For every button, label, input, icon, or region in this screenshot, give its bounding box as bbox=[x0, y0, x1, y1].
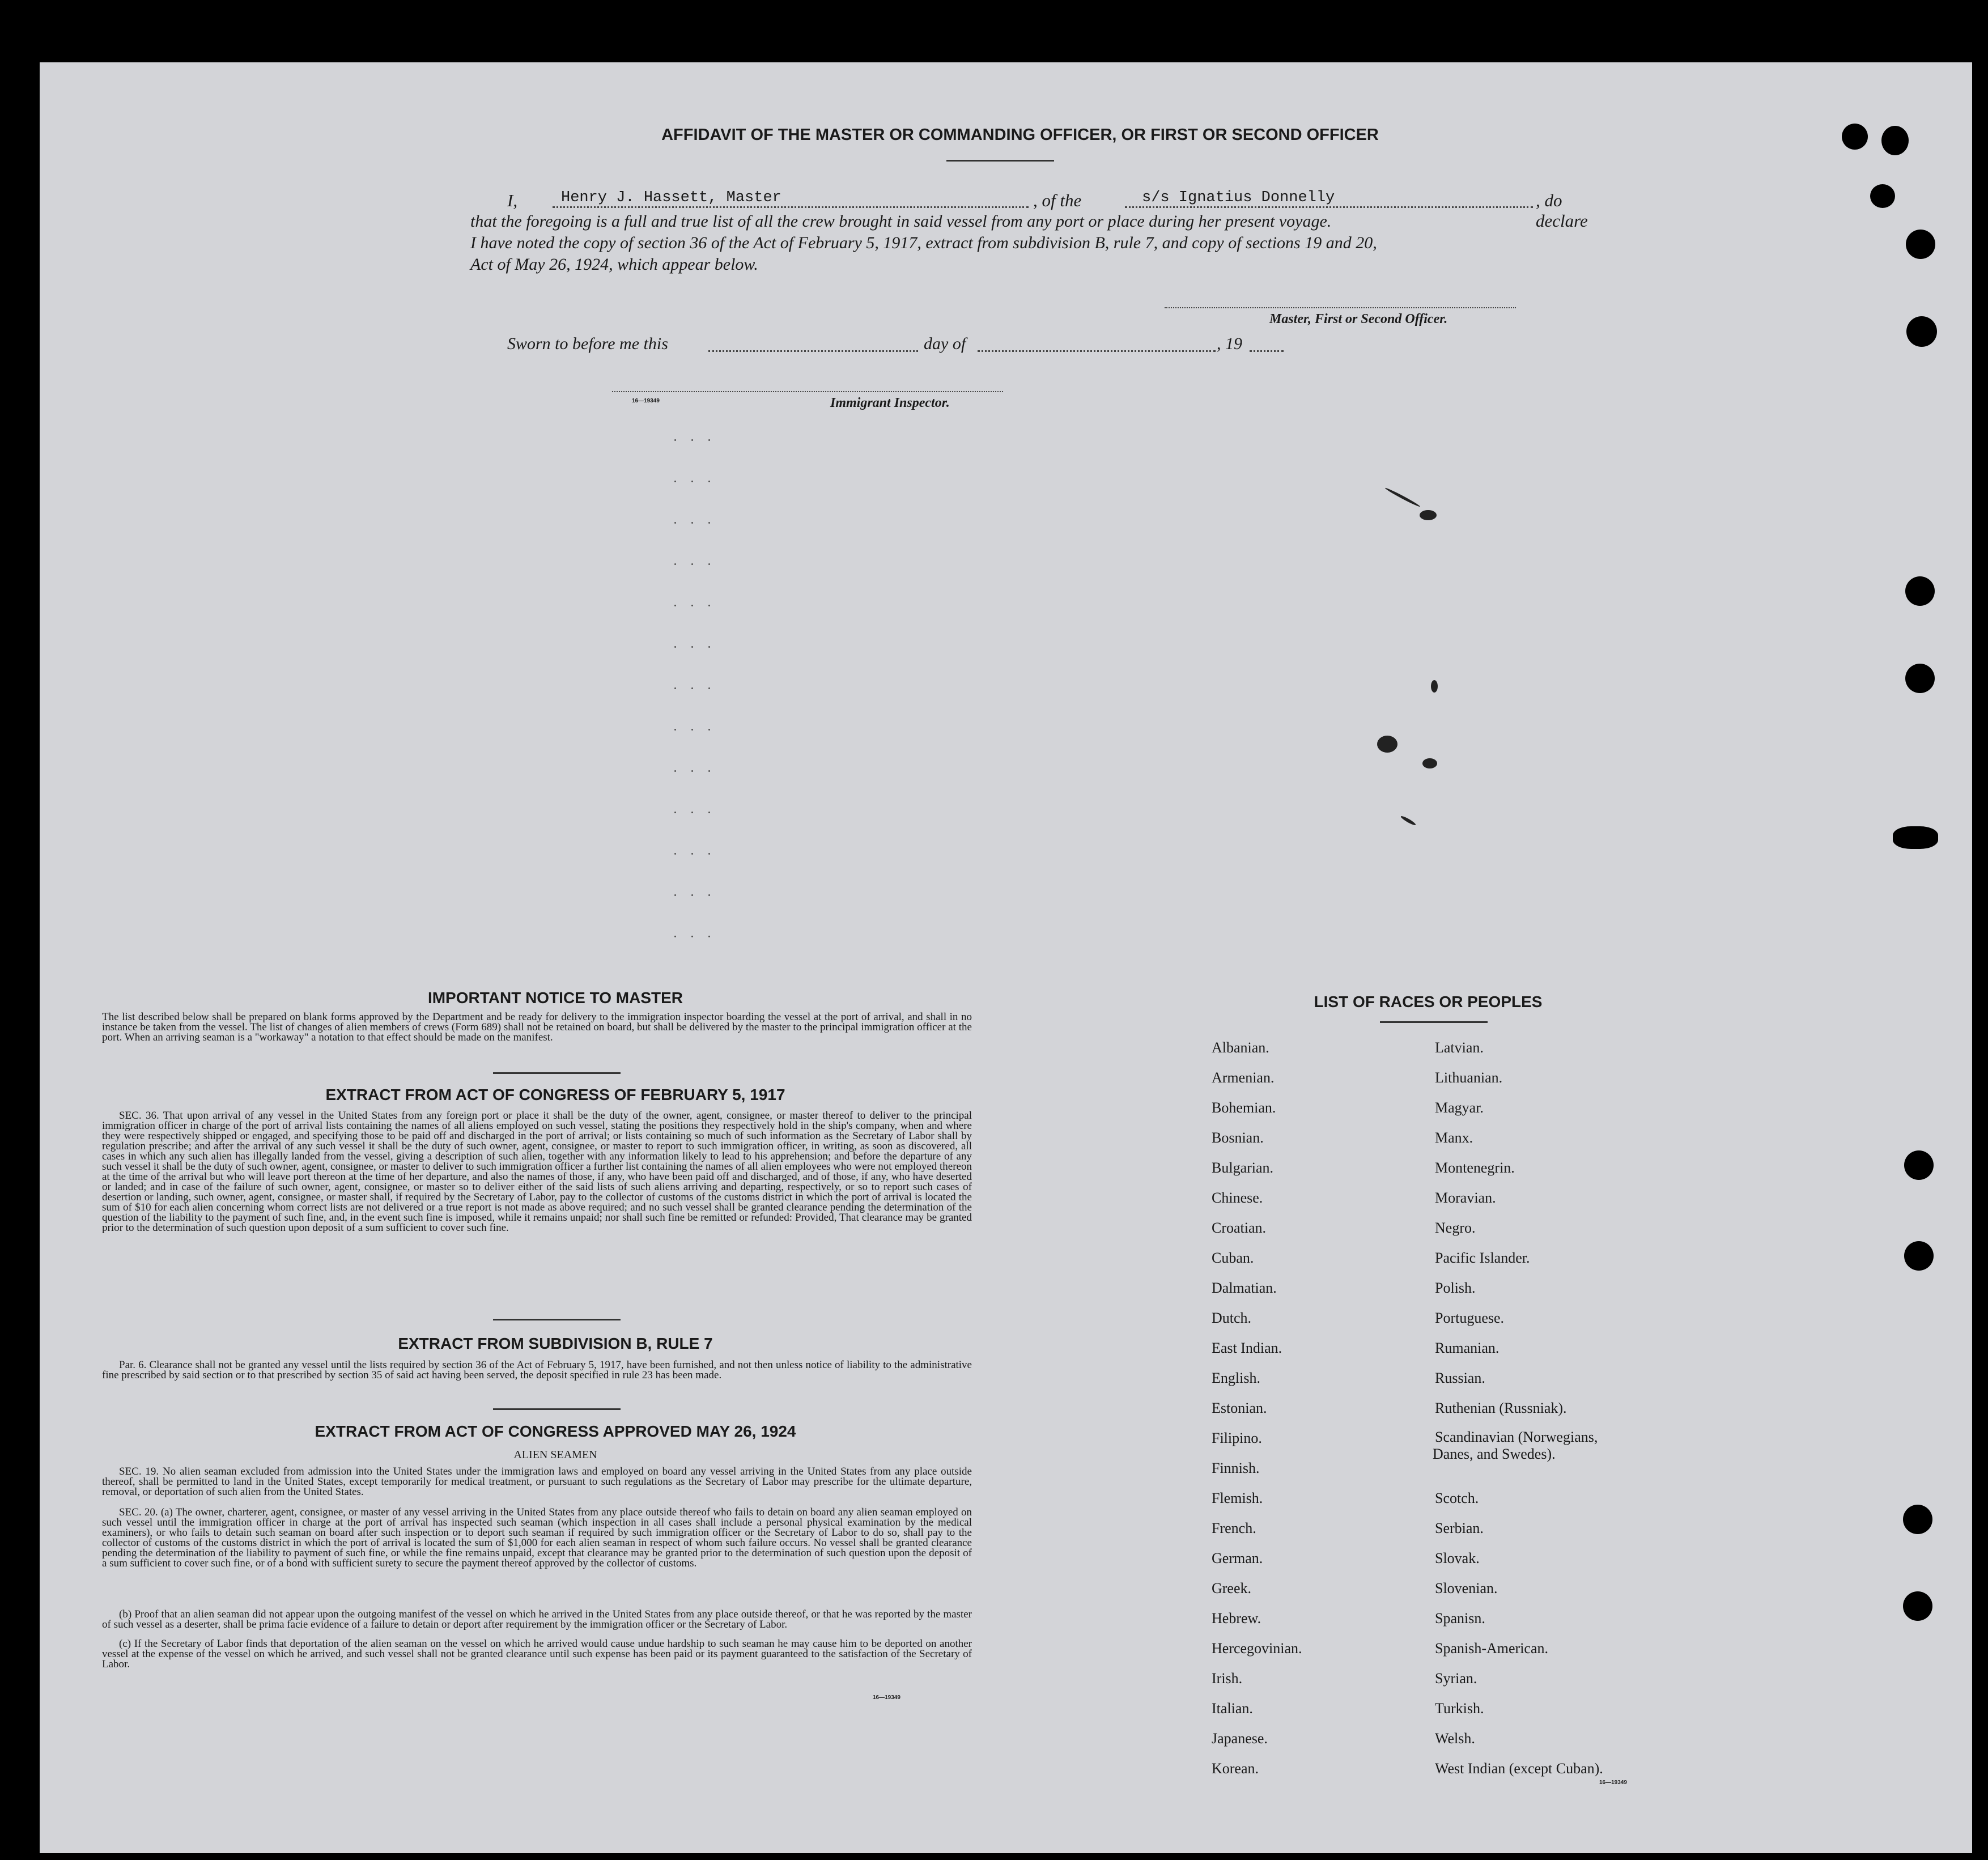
race-item: Manx. bbox=[1435, 1129, 1473, 1146]
year-dotline bbox=[1250, 350, 1284, 352]
scan-tick bbox=[691, 770, 693, 772]
race-item: Albanian. bbox=[1212, 1039, 1269, 1056]
inspector-label: Immigrant Inspector. bbox=[830, 396, 950, 410]
sworn-day-dotline bbox=[708, 350, 918, 352]
vessel-dotline bbox=[1125, 206, 1533, 208]
scan-tick bbox=[708, 936, 710, 937]
race-item: Serbian. bbox=[1435, 1520, 1484, 1536]
affidavit-line2: that the foregoing is a full and true list of all the crew brought in said vessel from any port or place during her present voyage. bbox=[470, 212, 1332, 231]
form-sheet bbox=[40, 62, 1972, 1853]
race-item: Portuguese. bbox=[1435, 1310, 1505, 1326]
extract-1917-text: SEC. 36. That upon arrival of any vessel in the United States from any foreign port or place it shall be the duty of the owner, agent, consignee, or master thereof to deliver to the principal immigration officer in charge of the port of arrival lists containing the names of all aliens employed on such vessel, stating the positions they respectively hold in the ship's company, when and where they were respectively shipped or engaged, and specifying those to be paid off and discharged in the port of arrival; or lists containing so much of such information as the Secretary of Labor shall by regulation prescribe; and after the arrival of any such vessel it shall be the duty of such owner, agent, consignee, or master to report to such immigration officer, in writing, as soon as discovered, all cases in which any such alien has illegally landed from the vessel, giving a description of such alien, together with any information likely to lead to his apprehension; and before the departure of any such vessel it shall be the duty of such owner, agent, consignee, or master to deliver to such immigration officer a further list containing the names of all alien employees who were not employed thereon at the time of the arrival but who will leave port thereon at the time of her departure, and also the names of those, if any, who have been paid off and discharged, and of those, if any, who have deserted or landed; and in case of the failure of such owner, agent, consignee, or master so to deliver either of the said lists of such aliens arriving and departing, respectively, or so to report such cases of desertion or landing, such owner, agent, consignee, or master shall, if required by the Secretary of Labor, pay to the collector of customs of the customs district in which the port of arrival is located the sum of $10 for each alien concerning whom correct lists are not delivered or a true report is not made as above required; and no such vessel shall be granted clearance pending the determination of the question of the liability to the payment of such fine, and, in the event such fine is imposed, while it remains unpaid; nor shall such fine be remitted or refunded: Provided, That clearance may be granted prior to the determination of such question upon deposit of a sum sufficient to cover such fine. bbox=[102, 1110, 972, 1234]
notice-title: IMPORTANT NOTICE TO MASTER bbox=[427, 989, 683, 1007]
scan-tick bbox=[691, 563, 693, 565]
race-item: Bohemian. bbox=[1212, 1099, 1276, 1116]
race-item: Italian. bbox=[1212, 1700, 1253, 1717]
punch-hole bbox=[1903, 1505, 1932, 1534]
extract-rule7-rule bbox=[493, 1408, 621, 1410]
scan-tick bbox=[674, 729, 676, 731]
race-item: Chinese. bbox=[1212, 1190, 1263, 1206]
ink-smudge bbox=[1422, 758, 1437, 768]
race-item: Latvian. bbox=[1435, 1039, 1484, 1056]
race-item: Magyar. bbox=[1435, 1099, 1484, 1116]
inspector-line bbox=[612, 391, 1003, 392]
race-item: Irish. bbox=[1212, 1670, 1243, 1687]
race-item: Korean. bbox=[1212, 1760, 1259, 1777]
name-dotline bbox=[553, 206, 1029, 208]
races-form-number: 16—19349 bbox=[1599, 1780, 1627, 1786]
race-item: Montenegrin. bbox=[1435, 1160, 1515, 1176]
scan-tick bbox=[674, 646, 676, 648]
race-item: Ruthenian (Russniak). bbox=[1435, 1400, 1567, 1416]
punch-hole bbox=[1905, 664, 1935, 693]
race-item: West Indian (except Cuban). bbox=[1435, 1760, 1603, 1777]
scan-tick bbox=[691, 646, 693, 648]
race-item: German. bbox=[1212, 1550, 1263, 1566]
sworn-label: Sworn to before me this bbox=[507, 334, 668, 353]
scan-tick bbox=[708, 646, 710, 648]
sworn-line bbox=[507, 334, 1301, 357]
signature-label: Master, First or Second Officer. bbox=[1269, 312, 1448, 326]
race-item: Filipino. bbox=[1212, 1430, 1262, 1446]
notice-text: The list described below shall be prepared on blank forms approved by the Department and be ready for delivery to the immigration inspector boarding the vessel at the port of arrival, and shall in no instance be taken from the vessel. The list of changes of alien members of crews (Form 689) shall not be retained on board, but shall be delivered by the master to the principal immigration officer at the port. When an arriving seaman is a "workaway" a notation to that effect should be made on the manifest. bbox=[102, 1011, 972, 1043]
race-item: Estonian. bbox=[1212, 1400, 1267, 1416]
race-item: East Indian. bbox=[1212, 1340, 1282, 1356]
i-label: I, bbox=[507, 190, 518, 210]
scan-tick bbox=[708, 687, 710, 689]
scan-tick bbox=[691, 481, 693, 482]
scan-tick bbox=[691, 894, 693, 896]
scan-tick bbox=[691, 687, 693, 689]
scan-tick bbox=[674, 522, 676, 524]
signature-line bbox=[1165, 307, 1516, 308]
extract-1917-rule bbox=[493, 1319, 621, 1320]
scan-tick bbox=[674, 687, 676, 689]
punch-hole bbox=[1904, 1150, 1934, 1180]
scan-tick bbox=[708, 563, 710, 565]
master-name-value: Henry J. Hassett, Master bbox=[561, 189, 781, 206]
race-item: Spanish-American. bbox=[1435, 1640, 1549, 1657]
scan-tick bbox=[674, 936, 676, 937]
affidavit-line3: I have noted the copy of section 36 of the Act of February 5, 1917, extract from subdivision B, rule 7, and copy of sections 19 and 20, bbox=[470, 233, 1377, 252]
race-item: Scotch. bbox=[1435, 1490, 1479, 1506]
title-rule bbox=[946, 160, 1054, 162]
affidavit-title: AFFIDAVIT OF THE MASTER OR COMMANDING OFFICER, OR FIRST OR SECOND OFFICER bbox=[661, 126, 1379, 144]
extract-rule7-text: Par. 6. Clearance shall not be granted any vessel until the lists required by section 36 of the Act of February 5, 1917, have been furnished, and not then unless notice of liability to the administrative fine prescribed by said section or to that prescribed by section 35 of said act having been served, the deposit specified in rule 23 has been made. bbox=[102, 1359, 972, 1381]
scan-tick bbox=[708, 894, 710, 896]
race-item: Greek. bbox=[1212, 1580, 1252, 1596]
extract-1924-sec20a: SEC. 20. (a) The owner, charterer, agent, consignee, or master of any vessel arriving in the United States from any place outside thereof who fails to detain on board any alien seaman employed on such vessel until the immigration officer in charge at the port of arrival has inspected such seaman (which inspection in all cases shall include a personal physical examination by the medical examiners), or who fails to detain such seaman on board after such inspection or to deport such seaman if required by such immigration officer or the Secretary of Labor to do so, shall pay to the collector of customs of the customs district in which the port of arrival is located the sum of $1,000 for each alien seaman in respect of whom such failure occurs. No vessel shall be granted clearance pending the determination of the liability to payment of such fine, or while the fine remains unpaid, except that clearance may be granted prior to the determination of such question upon the deposit of a sum sufficient to cover such fine, or of a bond with sufficient surety to secure the payment thereof approved by the collector of customs. bbox=[102, 1506, 972, 1569]
scan-tick bbox=[674, 853, 676, 855]
affidavit-form-number: 16—19349 bbox=[632, 398, 660, 404]
scan-tick bbox=[708, 729, 710, 731]
ink-smudge bbox=[1431, 680, 1438, 693]
scan-tick bbox=[691, 605, 693, 606]
race-item: Rumanian. bbox=[1435, 1340, 1500, 1356]
scan-tick bbox=[708, 481, 710, 482]
race-item: Cuban. bbox=[1212, 1250, 1254, 1266]
punch-hole bbox=[1903, 1591, 1932, 1621]
race-item: Moravian. bbox=[1435, 1190, 1496, 1206]
race-item: Flemish. bbox=[1212, 1490, 1263, 1506]
vessel-name-value: s/s Ignatius Donnelly bbox=[1142, 189, 1335, 206]
of-the-label: , of the bbox=[1033, 190, 1082, 210]
race-item: French. bbox=[1212, 1520, 1256, 1536]
scan-tick bbox=[691, 853, 693, 855]
race-item: Scandinavian (Norwegians, bbox=[1435, 1429, 1598, 1445]
punch-hole bbox=[1906, 230, 1935, 259]
punch-hole bbox=[1881, 126, 1909, 155]
race-item: Pacific Islander. bbox=[1435, 1250, 1530, 1266]
race-item: Danes, and Swedes). bbox=[1433, 1446, 1556, 1462]
year-prefix-label: , 19 bbox=[1217, 334, 1242, 353]
race-item: Russian. bbox=[1435, 1370, 1485, 1386]
race-item: Bosnian. bbox=[1212, 1129, 1264, 1146]
races-rule bbox=[1380, 1021, 1488, 1023]
races-title: LIST OF RACES OR PEOPLES bbox=[1314, 993, 1543, 1010]
ink-smudge bbox=[1377, 736, 1397, 753]
race-item: Slovenian. bbox=[1435, 1580, 1498, 1596]
punch-hole bbox=[1906, 316, 1937, 347]
scan-tick bbox=[674, 605, 676, 606]
do-declare-label: , do declare bbox=[1536, 190, 1588, 231]
extract-1924-title: EXTRACT FROM ACT OF CONGRESS APPROVED MAY 26, 1924 bbox=[315, 1422, 796, 1440]
ink-smudge bbox=[1420, 510, 1437, 520]
day-of-label: day of bbox=[924, 334, 966, 353]
race-item: Dutch. bbox=[1212, 1310, 1252, 1326]
extract-1924-form-number: 16—19349 bbox=[873, 1695, 900, 1701]
scan-tick bbox=[708, 439, 710, 441]
race-item: Hercegovinian. bbox=[1212, 1640, 1302, 1657]
race-item: Japanese. bbox=[1212, 1730, 1268, 1747]
race-item: Hebrew. bbox=[1212, 1610, 1261, 1627]
scan-tick bbox=[708, 853, 710, 855]
race-item: English. bbox=[1212, 1370, 1260, 1386]
race-item: Slovak. bbox=[1435, 1550, 1480, 1566]
scan-tick bbox=[674, 439, 676, 441]
scan-tick bbox=[674, 894, 676, 896]
punch-hole bbox=[1905, 576, 1935, 606]
scan-tick bbox=[691, 439, 693, 441]
race-item: Negro. bbox=[1435, 1220, 1476, 1236]
punch-hole bbox=[1904, 1241, 1934, 1271]
race-item: Finnish. bbox=[1212, 1460, 1260, 1476]
scan-tick bbox=[691, 522, 693, 524]
race-item: Syrian. bbox=[1435, 1670, 1477, 1687]
sworn-month-dotline bbox=[978, 350, 1216, 352]
scan-tick bbox=[691, 812, 693, 813]
scan-tick bbox=[674, 812, 676, 813]
scan-tick bbox=[708, 522, 710, 524]
race-item: Lithuanian. bbox=[1435, 1069, 1503, 1086]
race-item: Bulgarian. bbox=[1212, 1160, 1274, 1176]
punch-hole bbox=[1893, 826, 1938, 849]
scan-tick bbox=[674, 770, 676, 772]
extract-1924-sec19: SEC. 19. No alien seaman excluded from admission into the United States under the immigration laws and employed on board any vessel arriving in the United States from any place outside thereof, shall be permitted to land in the United States, except temporarily for medical treatment, or pursuant to such regulations as the Secretary of Labor may prescribe for the ultimate departure, removal, or deportation of such alien from the United States. bbox=[102, 1466, 972, 1498]
race-item: Turkish. bbox=[1435, 1700, 1484, 1717]
extract-1924-sec20c: (c) If the Secretary of Labor finds that deportation of the alien seaman on the vessel on which he arrived would cause undue hardship to such seaman he may cause him to be deported on another vessel at the expense of the vessel on which he arrived, and such vessel shall not be granted clearance until such expense has been paid or its payment guaranteed to the satisfaction of the Secretary of Labor. bbox=[102, 1638, 972, 1670]
scan-tick bbox=[691, 936, 693, 937]
scan-tick bbox=[691, 729, 693, 731]
scan-tick bbox=[708, 770, 710, 772]
race-item: Spanisn. bbox=[1435, 1610, 1485, 1627]
punch-hole bbox=[1842, 124, 1868, 150]
scan-tick bbox=[708, 812, 710, 813]
race-item: Welsh. bbox=[1435, 1730, 1475, 1747]
race-item: Croatian. bbox=[1212, 1220, 1267, 1236]
extract-1917-title: EXTRACT FROM ACT OF CONGRESS OF FEBRUARY 5, 1917 bbox=[325, 1086, 785, 1103]
extract-rule7-title: EXTRACT FROM SUBDIVISION B, RULE 7 bbox=[398, 1335, 713, 1352]
extract-1924-subtitle: ALIEN SEAMEN bbox=[513, 1449, 597, 1461]
race-item: Polish. bbox=[1435, 1280, 1476, 1296]
extract-1924-sec20b: (b) Proof that an alien seaman did not appear upon the outgoing manifest of the vessel on which he arrived in the United States from any place outside thereof, or that he was reported by the master of such vessel as a deserter, shall be prima facie evidence of a failure to detain or deport after requirement by the immigration officer or the Secretary of Labor. bbox=[102, 1608, 972, 1630]
notice-rule bbox=[493, 1072, 621, 1074]
race-item: Armenian. bbox=[1212, 1069, 1275, 1086]
punch-hole bbox=[1870, 184, 1895, 208]
scan-tick bbox=[708, 605, 710, 606]
scan-tick bbox=[674, 563, 676, 565]
race-item: Dalmatian. bbox=[1212, 1280, 1277, 1296]
scan-tick bbox=[674, 481, 676, 482]
affidavit-line4: Act of May 26, 1924, which appear below. bbox=[470, 255, 758, 274]
